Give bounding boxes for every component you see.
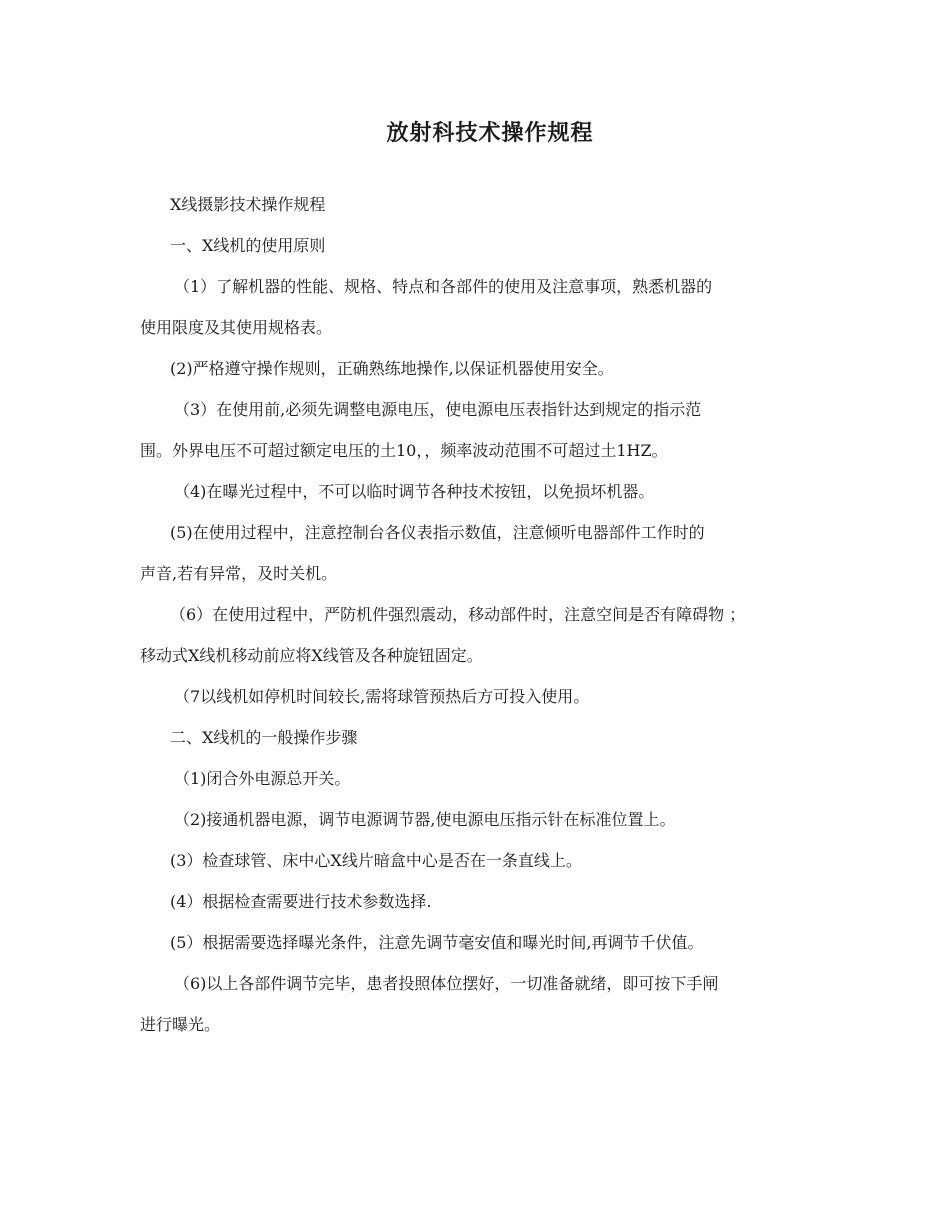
paragraph-line: （4)在曝光过程中，不可以临时调节各种技术按钮，以免损坏机器。 <box>174 482 655 501</box>
document-body <box>140 184 830 1045</box>
paragraph-line: （1）了解机器的性能、规格、特点和各部件的使用及注意事项，熟悉机器的 <box>174 277 713 296</box>
paragraph-line: (3）检查球管、床中心X线片暗盒中心是否在一条直线上。 <box>170 851 582 870</box>
paragraph-line: 围。外界电压不可超过额定电压的土10，，频率波动范围不可超过土1HZ。 <box>140 441 668 460</box>
paragraph-line: （1)闭合外电源总开关。 <box>174 769 351 788</box>
section-heading: 二、X线机的一般操作步骤 <box>170 728 358 747</box>
paragraph-line: (5)在使用过程中，注意控制台各仪表指示数值，注意倾听电器部件工作时的 <box>170 523 705 542</box>
document-title: 放射科技术操作规程 <box>386 120 594 146</box>
paragraph-line: (4）根据检查需要进行技术参数选择. <box>170 892 432 911</box>
paragraph-line: 进行曝光。 <box>140 1015 221 1034</box>
paragraph-line: (2)严格遵守操作规则，正确熟练地操作,以保证机器使用安全。 <box>170 359 614 378</box>
paragraph-line: （7以线机如停机时间较长,需将球管预热后方可投入使用。 <box>174 687 590 706</box>
paragraph-line: 移动式X线机移动前应将X线管及各种旋钮固定。 <box>140 646 483 665</box>
paragraph-line: （3）在使用前,必须先调整电源电压，使电源电压表指针达到规定的指示范 <box>174 400 702 419</box>
paragraph-line: 声音,若有异常，及时关机。 <box>140 564 338 583</box>
paragraph-line: （6）在使用过程中，严防机件强烈震动，移动部件时，注意空间是否有障碍物 ； <box>170 605 746 624</box>
paragraph-line: （2)接通机器电源，调节电源调节器,使电源电压指示针在标准位置上。 <box>174 810 676 829</box>
paragraph-line: (5）根据需要选择曝光条件，注意先调节毫安值和曝光时间,再调节千伏值。 <box>170 933 704 952</box>
section-heading: 一、X线机的使用原则 <box>170 236 326 255</box>
paragraph-line: （6)以上各部件调节完毕，患者投照体位摆好，一切准备就绪，即可按下手闸 <box>174 974 719 993</box>
section-heading: X线摄影技术操作规程 <box>170 195 326 214</box>
paragraph-line: 使用限度及其使用规格表。 <box>140 318 333 337</box>
